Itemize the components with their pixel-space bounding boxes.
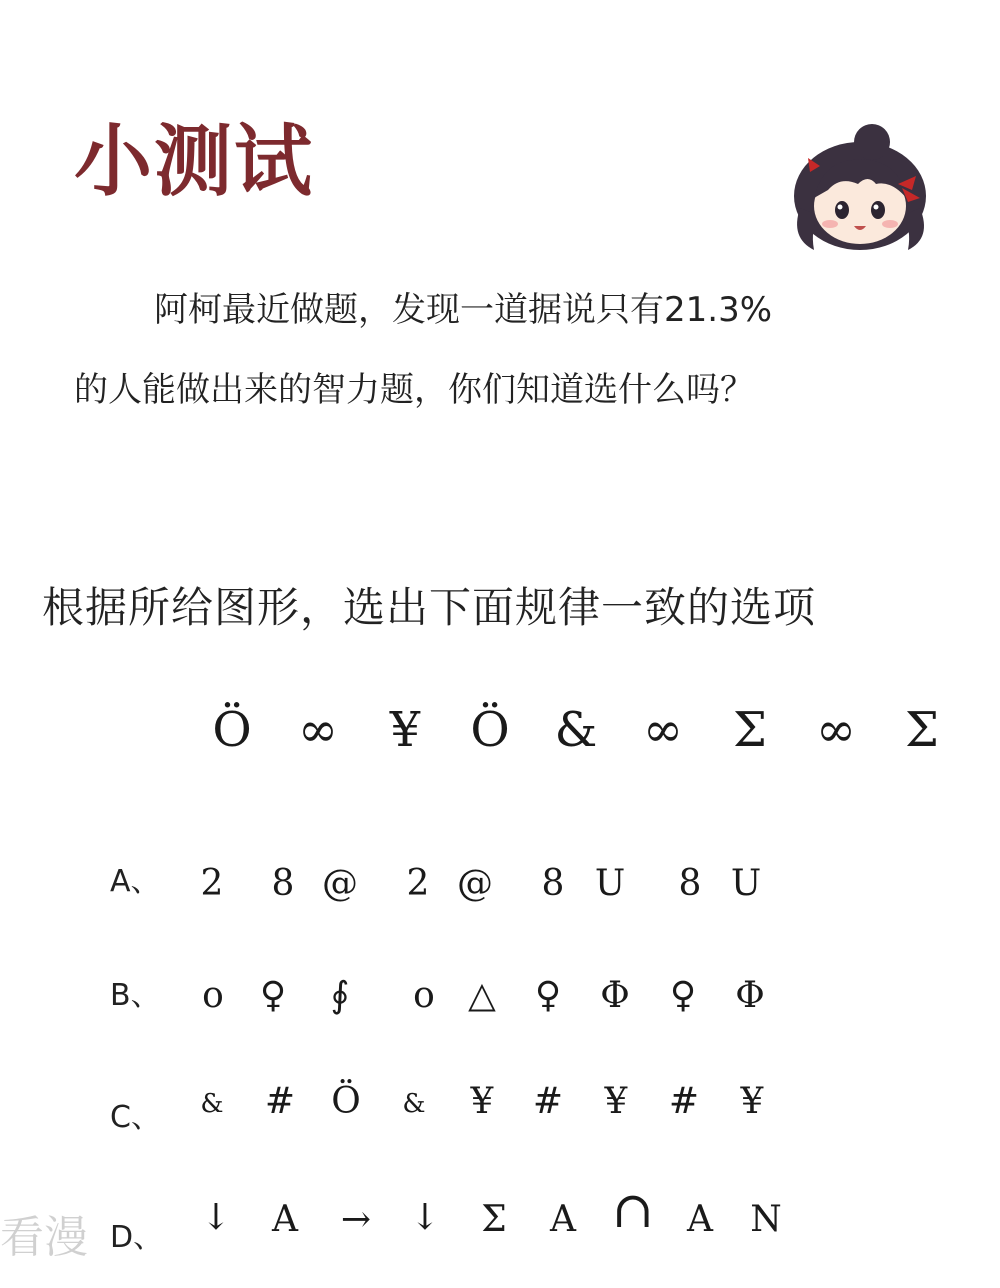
- sequence-symbol: ¥: [389, 702, 421, 758]
- sequence-symbol: &: [554, 702, 598, 758]
- option-symbol: ¥: [470, 1081, 494, 1122]
- option-symbol: 8: [541, 863, 565, 904]
- option-symbol: @: [322, 863, 358, 904]
- option-symbol: →: [340, 1199, 372, 1240]
- option-label: B、: [110, 978, 161, 1013]
- option-symbol: #: [264, 1081, 296, 1122]
- option-symbol: o: [202, 975, 224, 1016]
- option-symbol: U: [594, 863, 626, 904]
- option-symbol: 2: [406, 863, 430, 904]
- chibi-girl-avatar-icon: [780, 118, 940, 258]
- question-text: 根据所给图形，选出下面规律一致的选项: [42, 583, 817, 632]
- option-symbol: A: [687, 1199, 713, 1240]
- option-label: C、: [110, 1100, 161, 1135]
- intro-line-1: 阿柯最近做题，发现一道据说只有21.3%: [154, 290, 773, 330]
- option-symbol: ♀: [669, 975, 697, 1016]
- option-symbol: N: [750, 1199, 782, 1240]
- option-symbol: Ö: [331, 1081, 361, 1122]
- option-symbol: 2: [200, 863, 224, 904]
- option-symbol: 8: [678, 863, 702, 904]
- watermark: 看漫: [0, 1212, 88, 1263]
- option-symbol: ↓: [200, 1197, 232, 1238]
- option-symbol: △: [468, 975, 496, 1016]
- option-symbol: Φ: [735, 975, 765, 1016]
- intro-line-2: 的人能做出来的智力题，你们知道选什么吗？: [74, 370, 754, 410]
- option-symbol: A: [550, 1199, 576, 1240]
- option-label: A、: [110, 864, 161, 899]
- option-symbol: &: [402, 1089, 426, 1119]
- option-symbol: ♀: [259, 975, 287, 1016]
- option-symbol: ♀: [534, 975, 562, 1016]
- option-symbol: ∩: [612, 1181, 654, 1239]
- option-symbol: Σ: [481, 1199, 507, 1240]
- sequence-symbol: ∞: [643, 702, 683, 758]
- option-symbol: 8: [271, 863, 295, 904]
- option-symbol: #: [668, 1081, 700, 1122]
- sequence-symbol: Ö: [470, 702, 510, 758]
- sequence-symbol: Σ: [733, 702, 767, 758]
- option-symbol: ¥: [740, 1081, 764, 1122]
- option-symbol: &: [200, 1089, 224, 1119]
- option-symbol: #: [532, 1081, 564, 1122]
- sequence-symbol: ∞: [298, 702, 338, 758]
- option-symbol: U: [730, 863, 762, 904]
- sequence-symbol: Ö: [212, 702, 252, 758]
- sequence-symbol: ∞: [816, 702, 856, 758]
- option-symbol: ↓: [409, 1197, 441, 1238]
- option-label: D、: [110, 1220, 164, 1255]
- option-symbol: A: [272, 1199, 298, 1240]
- sequence-symbol: Σ: [905, 702, 939, 758]
- option-symbol: @: [457, 863, 493, 904]
- option-symbol: Φ: [600, 975, 630, 1016]
- option-symbol: o: [413, 975, 435, 1016]
- option-symbol: ¥: [604, 1081, 628, 1122]
- page-title: 小测试: [74, 117, 315, 207]
- option-symbol: ∮: [330, 975, 350, 1016]
